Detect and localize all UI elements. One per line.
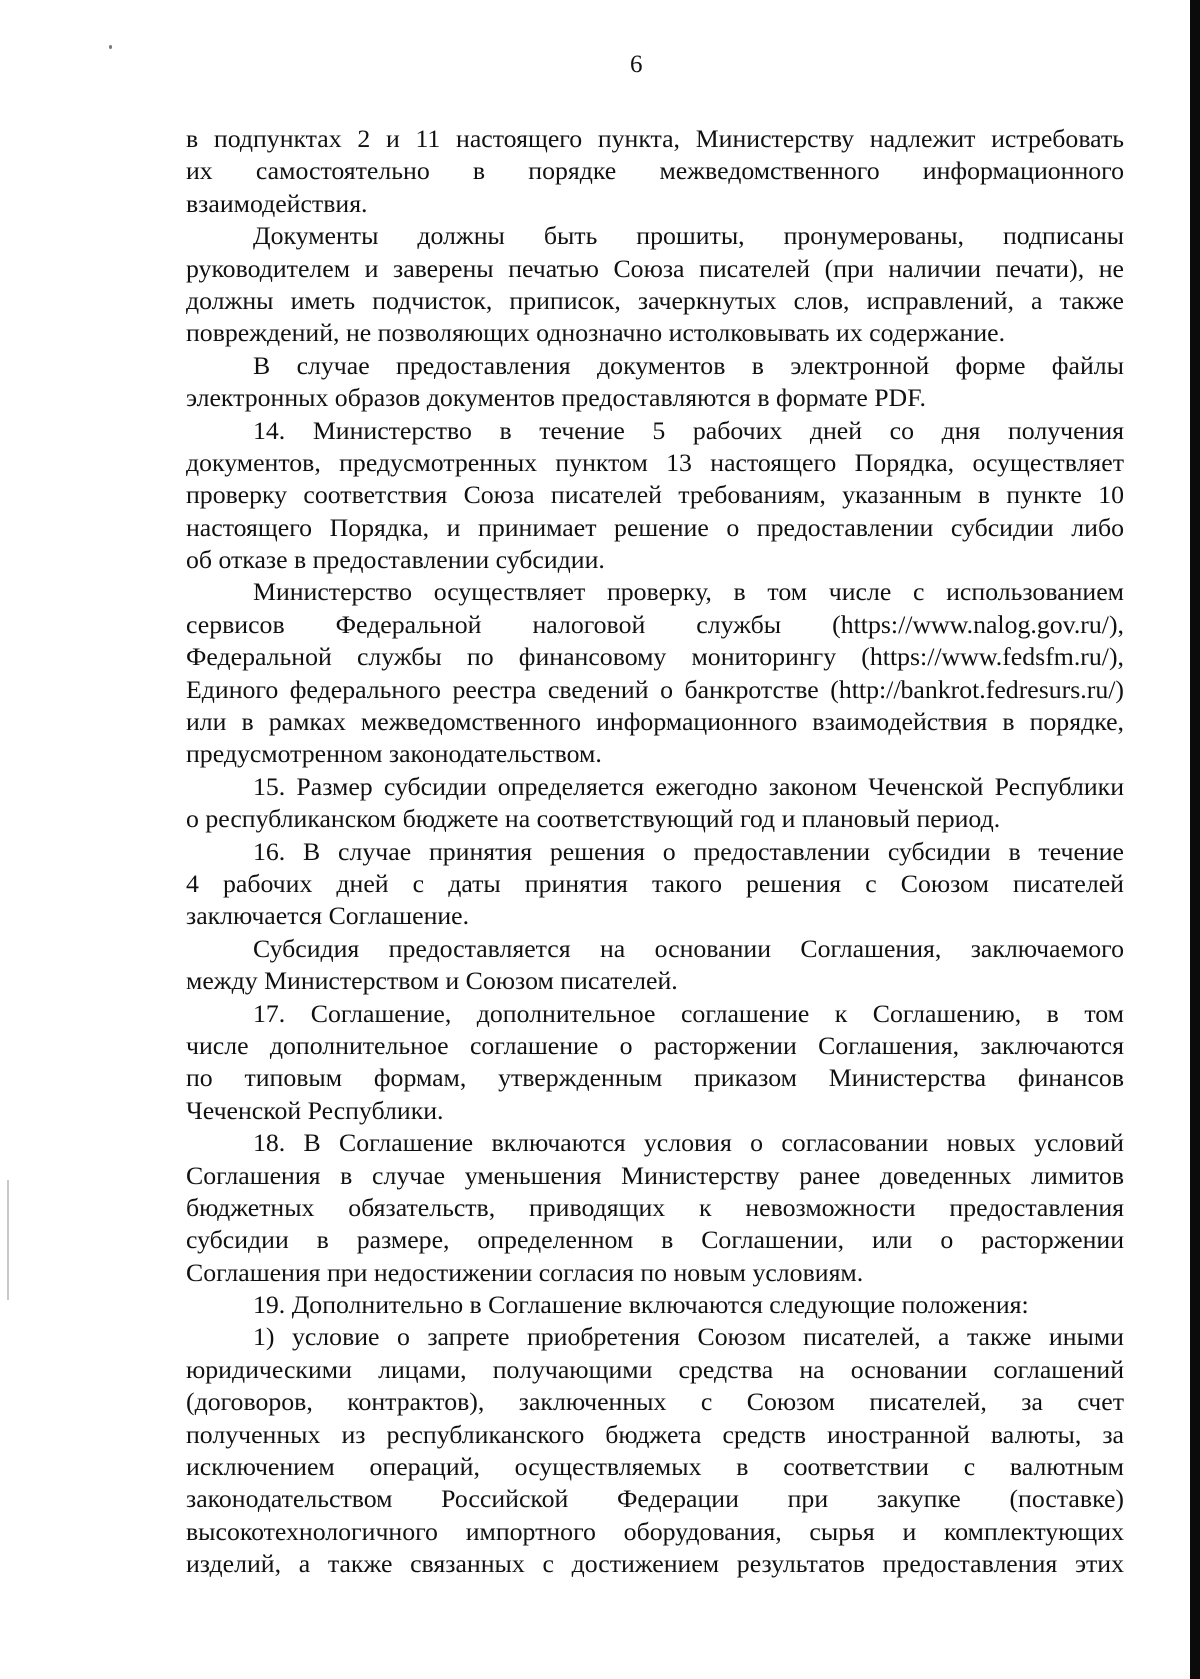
text-line: проверку соответствия Союза писателей требованиям, указанным в пункте 10 (186, 480, 1124, 510)
text-line: 4 рабочих дней с даты принятия такого решения с Союзом писателей (186, 868, 1124, 898)
scan-edge-mark (7, 1180, 9, 1300)
text-line: взаимодействия. (186, 188, 368, 218)
text-line: их самостоятельно в порядке межведомственного информационного (186, 156, 1124, 186)
text-line: должны иметь подчисток, приписок, зачеркнутых слов, исправлений, а также (186, 285, 1124, 315)
text-line: Документы должны быть прошиты, пронумерованы, подписаны (253, 221, 1124, 251)
text-line: Министерство осуществляет проверку, в том числе с использованием (253, 577, 1124, 607)
text-line: настоящего Порядка, и принимает решение о предоставлении субсидии либо (186, 512, 1124, 542)
text-line: 15. Размер субсидии определяется ежегодно законом Чеченской Республики (253, 771, 1124, 801)
text-line: сервисов Федеральной налоговой службы (https://www.nalog.gov.ru/), (186, 609, 1124, 639)
text-line: по типовым формам, утвержденным приказом Министерства финансов (186, 1063, 1124, 1093)
text-line: Единого федерального реестра сведений о банкротстве (http://bankrot.fedresurs.ru/) (186, 674, 1124, 704)
text-line: 17. Соглашение, дополнительное соглашение к Соглашению, в том (253, 998, 1124, 1028)
text-line: исключением операций, осуществляемых в соответствии с валютным (186, 1452, 1124, 1482)
text-line: 18. В Соглашение включаются условия о согласовании новых условий (253, 1128, 1124, 1158)
text-line: Федеральной службы по финансовому мониторингу (https://www.fedsfm.ru/), (186, 642, 1124, 672)
text-line: субсидии в размере, определенном в Соглашении, или о расторжении (186, 1225, 1124, 1255)
text-line: Чеченской Республики. (186, 1095, 444, 1125)
text-line: о республиканском бюджете на соответствующий год и плановый период. (186, 804, 1001, 834)
text-line: 1) условие о запрете приобретения Союзом писателей, а также иными (253, 1322, 1124, 1352)
text-line: полученных из республиканского бюджета средств иностранной валюты, за (186, 1419, 1124, 1449)
text-line: 16. В случае принятия решения о предоставлении субсидии в течение (253, 836, 1124, 866)
text-line: высокотехнологичного импортного оборудования, сырья и комплектующих (186, 1516, 1124, 1546)
text-line: (договоров, контрактов), заключенных с Союзом писателей, за счет (186, 1387, 1124, 1417)
document-body (186, 123, 1124, 1581)
text-line: числе дополнительное соглашение о расторжении Соглашения, заключаются (186, 1030, 1124, 1060)
scan-border (1190, 0, 1200, 1679)
text-line: заключается Соглашение. (186, 901, 470, 931)
text-line: законодательством Российской Федерации при закупке (поставке) (186, 1484, 1124, 1514)
text-line: юридическими лицами, получающими средства на основании соглашений (186, 1354, 1124, 1384)
text-line: об отказе в предоставлении субсидии. (186, 545, 605, 575)
text-line: Соглашения в случае уменьшения Министерству ранее доведенных лимитов (186, 1160, 1124, 1190)
text-line: или в рамках межведомственного информационного взаимодействия в порядке, (186, 707, 1124, 737)
text-line: между Министерством и Союзом писателей. (186, 966, 678, 996)
text-line: документов, предусмотренных пунктом 13 настоящего Порядка, осуществляет (186, 447, 1124, 477)
text-line: руководителем и заверены печатью Союза писателей (при наличии печати), не (186, 253, 1124, 283)
text-line: в подпунктах 2 и 11 настоящего пункта, Министерству надлежит истребовать (186, 124, 1124, 153)
text-line: Соглашения при недостижении согласия по новым условиям. (186, 1257, 864, 1287)
scan-speck (109, 45, 112, 49)
text-line: изделий, а также связанных с достижением результатов предоставления этих (186, 1549, 1124, 1579)
text-line: бюджетных обязательств, приводящих к невозможности предоставления (186, 1192, 1124, 1222)
text-line: В случае предоставления документов в электронной форме файлы (253, 350, 1124, 380)
text-line: предусмотренном законодательством. (186, 739, 602, 769)
text-line: 19. Дополнительно в Соглашение включаются следующие положения: (253, 1290, 1029, 1320)
page-number: 6 (630, 51, 643, 78)
text-line: Субсидия предоставляется на основании Соглашения, заключаемого (253, 933, 1124, 963)
text-line: 14. Министерство в течение 5 рабочих дней со дня получения (253, 415, 1124, 445)
text-line: электронных образов документов предоставляются в формате PDF. (186, 383, 926, 413)
text-line: повреждений, не позволяющих однозначно истолковывать их содержание. (186, 318, 1006, 348)
